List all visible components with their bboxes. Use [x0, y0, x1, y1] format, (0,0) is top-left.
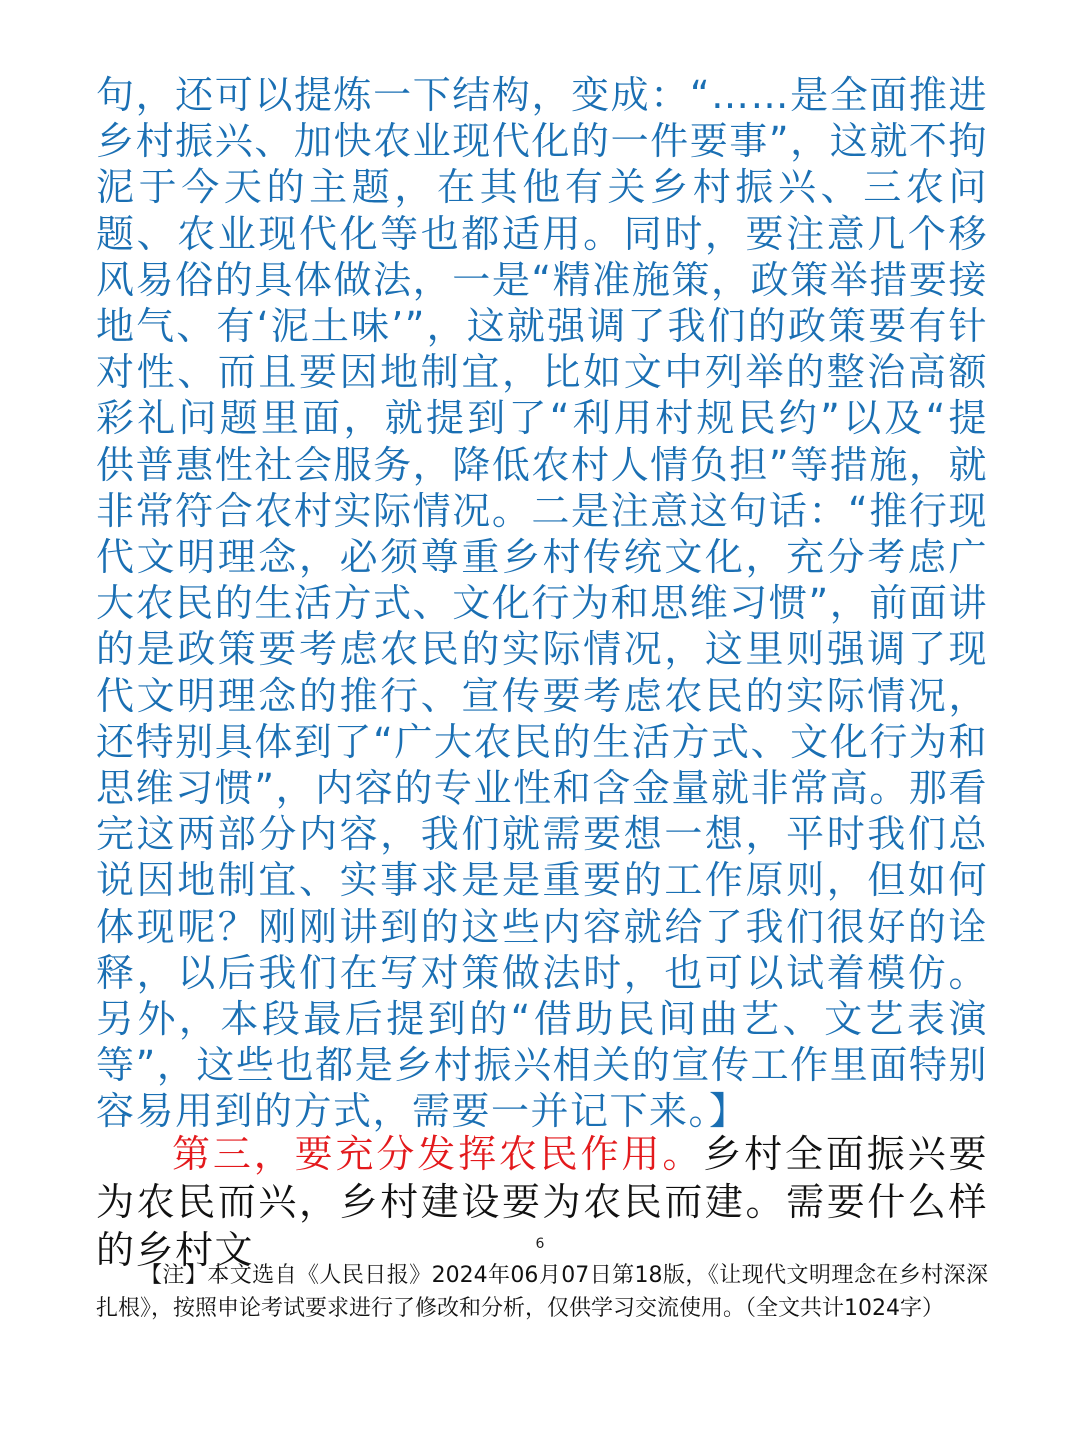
source-note: 【注】本文选自《人民日报》2024年06月07日第18版，《让现代文明理念在乡村深深扎根》，按照申论考试要求进行了修改和分析，仅供学习交流使用。（全文共计1024字）: [96, 1263, 988, 1321]
main-paragraph: [96, 1130, 988, 1274]
section-heading: 第三，要充分发挥农民作用。: [172, 1132, 704, 1176]
page-number: 6: [535, 1236, 545, 1252]
section-body: 乡村全面振兴要为农民而兴，乡村建设要为农民而建。需要什么样的乡村文: [96, 1132, 988, 1272]
analysis-paragraph: 句，还可以提炼一下结构，变成：“……是全面推进乡村振兴、加快农业现代化的一件要事”，这就不拘泥于今天的主题，在其他有关乡村振兴、三农问题、农业现代化等也都适用。同时，要注意几个移风易俗的具体做法，一是“精准施策，政策举措要接地气、有‘泥土味’”，这就强调了我们的政策要有针对性、而且要因地制宜，比如文中列举的整治高额彩礼问题里面，就提到了“利用村规民约”以及“提供普惠性社会服务，降低农村人情负担”等措施，就非常符合农村实际情况。二是注意这句话：“推行现代文明理念，必须尊重乡村传统文化，充分考虑广大农民的生活方式、文化行为和思维习惯”，前面讲的是政策要考虑农民的实际情况，这里则强调了现代文明理念的推行、宣传要考虑农民的实际情况，还特别具体到了“广大农民的生活方式、文化行为和思维习惯”，内容的专业性和含金量就非常高。那看完这两部分内容，我们就需要想一想，平时我们总说因地制宜、实事求是是重要的工作原则，但如何体现呢？刚刚讲到的这些内容就给了我们很好的诠释，以后我们在写对策做法时，也可以试着模仿。另外，本段最后提到的“借助民间曲艺、文艺表演等”，这些也都是乡村振兴相关的宣传工作里面特别容易用到的方式，需要一并记下来。】: [96, 73, 988, 1134]
